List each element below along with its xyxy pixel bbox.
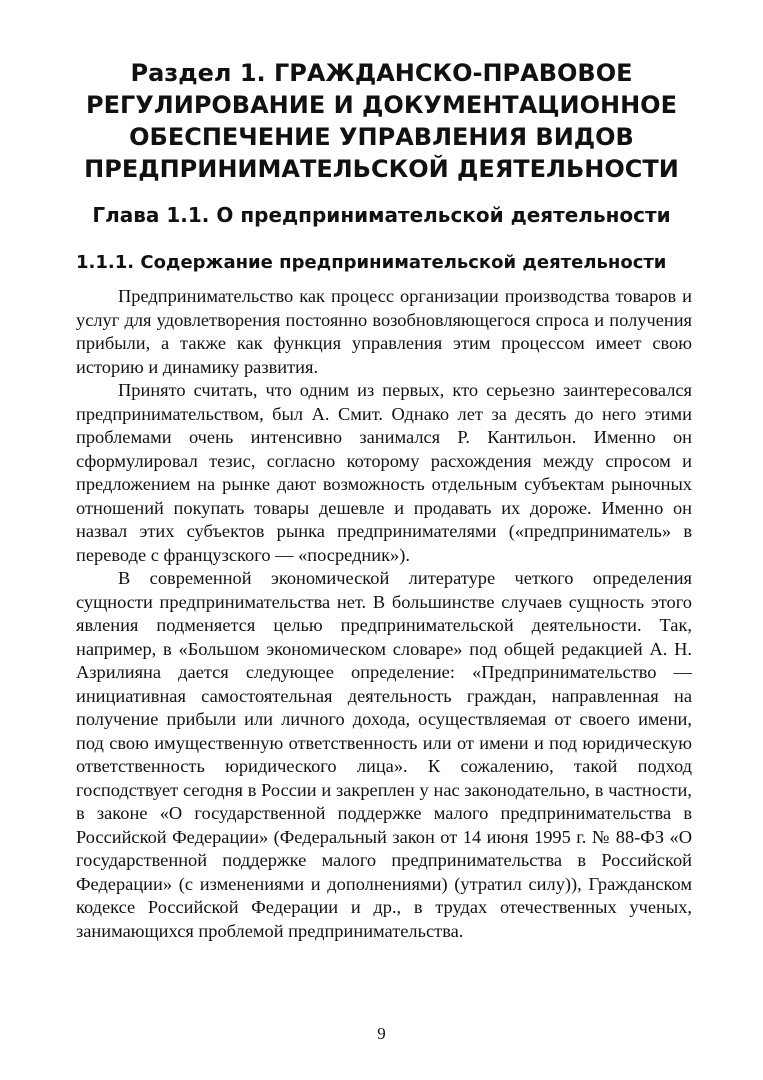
chapter-title: Глава 1.1. О предпринимательской деятельности (92, 203, 671, 227)
section-title: Раздел 1. ГРАЖДАНСКО-ПРАВОВОЕ РЕГУЛИРОВАНИЕ И ДОКУМЕНТАЦИОННОЕ ОБЕСПЕЧЕНИЕ УПРАВЛЕНИЯ ВИДОВ ПРЕДПРИНИМАТЕЛЬСКОЙ ДЕЯТЕЛЬНОСТИ (84, 59, 679, 183)
body-text (76, 285, 692, 943)
paragraph-3: В современной экономической литературе четкого определения сущности предпринимательства нет. В большинстве случаев сущность этого явления подменяется целью предпринимательской деятельности. Так, например, в «Большом экономическом словаре» под общей редакцией А. Н. Азрилияна дается следующее определение: «Предпринимательство — инициативная самостоятельная деятельность граждан, направленная на получение прибыли или личного дохода, осуществляемая от своего имени, под свою имущественную ответственность или от имени и под юридическую ответственность юридического лица». К сожалению, такой подход господствует сегодня в России и закреплен у нас законодательно, в частности, в законе «О государственной поддержке малого предпринимательства в Российской Федерации» (Федеральный закон от 14 июня 1995 г. № 88-ФЗ «О государственной поддержке малого предпринимательства в Российской Федерации» (с изменениями и дополнениями) (утратил силу)), Гражданском кодексе Российской Федерации и др., в трудах отечественных ученых, занимающихся проблемой предпринимательства. (76, 568, 692, 941)
page-number: 9 (377, 1024, 386, 1043)
subsection-title: 1.1.1. Содержание предпринимательской деятельности (76, 252, 667, 273)
paragraph-2: Принято считать, что одним из первых, кто серьезно заинтересовался предпринимательством, был А. Смит. Однако лет за десять до него этими проблемами очень интенсивно занимался Р. Кантильон. Именно он сформулировал тезис, согласно которому расхождения между спросом и предложением на рынке дают возможность отдельным субъектам рыночных отношений покупать товары дешевле и продавать их дороже. Именно он назвал этих субъектов рынка предпринимателями («предприниматель» в переводе с французского — «посредник»). (76, 380, 692, 565)
paragraph-1: Предпринимательство как процесс организации производства товаров и услуг для удовлетворения постоянно возобновляющегося спроса и получения прибыли, а также как функция управления этим процессом имеет свою историю и динамику развития. (76, 286, 692, 377)
